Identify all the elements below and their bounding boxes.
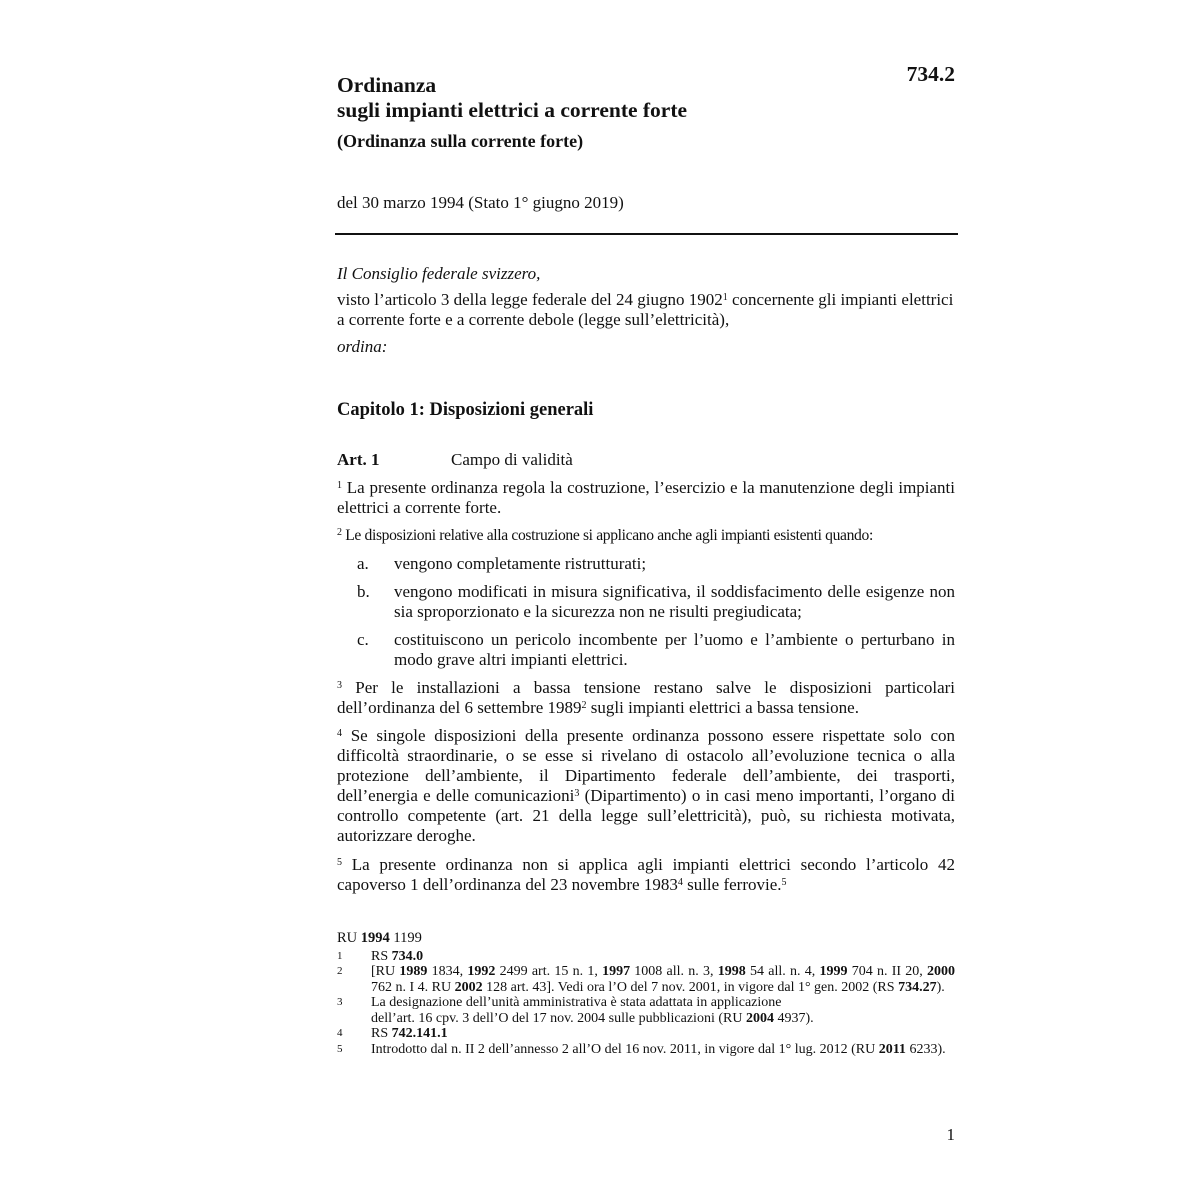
footnote-text: 762 n. I 4. RU [371, 979, 455, 995]
footnote-ref-2[interactable]: 2 [581, 700, 587, 711]
footnote-text: 2499 art. 15 n. 1, [495, 964, 603, 979]
preamble-basis [337, 290, 955, 330]
article-title: Campo di validità [451, 450, 573, 469]
header-divider [335, 233, 958, 235]
footnote-bold: 2011 [878, 1041, 906, 1057]
list-letter: a. [357, 554, 369, 573]
document-date: del 30 marzo 1994 (Stato 1° giugno 2019) [337, 193, 624, 212]
footnotes-area [337, 931, 955, 1057]
title-line-1: Ordinanza [337, 73, 437, 97]
paragraph-text: Per le installazioni a bassa tensione restano salve le disposizioni particolari dell’ordinanza del 6 settembre 1989 [337, 678, 956, 717]
footnote-bold: 2000 [927, 964, 955, 979]
footnote-text: Introdotto dal n. II 2 dell’annesso 2 all’O del 16 nov. 2011, in vigore dal 1° lug. 2012 (RU [371, 1041, 879, 1057]
preamble-basis-text: visto l’articolo 3 della legge federale del 24 giugno 1902 [337, 290, 723, 309]
footnote-number: 5 [337, 1042, 343, 1055]
paragraph-number: 5 [337, 857, 342, 868]
paragraph-number: 3 [337, 680, 342, 691]
footnote-text: RS [371, 1026, 389, 1041]
footnote-bold: 1999 [819, 964, 848, 979]
footnote-number: 4 [337, 1027, 343, 1039]
chapter-heading: Capitolo 1: Disposizioni generali [337, 400, 594, 420]
footnote-text: [RU [371, 964, 400, 979]
title-line-2: sugli impianti elettrici a corrente forte [337, 98, 688, 122]
ru-year: 1994 [360, 930, 390, 946]
footnote-2 [337, 964, 955, 995]
paragraph-text: La presente ordinanza regola la costruzione, l’esercizio e la manutenzione degli impianti elettrici a corrente forte. [337, 478, 956, 517]
paragraph-5 [337, 855, 955, 895]
footnote-text: 1834, [427, 964, 468, 979]
paragraph-text: Le disposizioni relative alla costruzione si applicano anche agli impianti esistenti quando: [345, 527, 873, 544]
footnote-5 [337, 1042, 955, 1058]
footnote-text: dell’art. 16 cpv. 3 dell’O del 17 nov. 2004 sulle pubblicazioni (RU [371, 1010, 746, 1026]
list-letter: b. [357, 582, 370, 601]
document-subtitle: (Ordinanza sulla corrente forte) [337, 131, 584, 151]
footnote-bold: 1998 [717, 964, 746, 979]
preamble-authority: Il Consiglio federale svizzero, [337, 264, 541, 283]
ru-reference [337, 931, 955, 947]
footnote-bold: 742.141.1 [391, 1026, 448, 1041]
footnote-number: 3 [337, 996, 343, 1008]
footnote-text: RS [371, 948, 389, 964]
preamble-decree: ordina: [337, 337, 388, 356]
footnote-bold: 2002 [454, 979, 483, 995]
paragraph-text-2: sugli impianti elettrici a bassa tensione. [586, 698, 859, 717]
ru-page: 1199 [393, 930, 422, 946]
paragraph-4 [337, 726, 955, 846]
footnote-text: 1008 all. n. 3, [630, 964, 718, 979]
sr-number: 734.2 [906, 62, 955, 86]
footnote-1 [337, 949, 955, 965]
footnote-bold: 1992 [467, 964, 496, 979]
article-number: Art. 1 [337, 450, 380, 469]
ru-prefix: RU [337, 930, 358, 946]
paragraph-text-2: sulle ferrovie. [682, 875, 782, 894]
footnote-text: 128 art. 43]. Vedi ora l’O del 7 nov. 2001, in vigore dal 1° gen. 2002 (RS [482, 979, 899, 995]
footnote-text: 4937). [773, 1010, 814, 1026]
footnote-text: 6233). [905, 1041, 946, 1057]
paragraph-number: 2 [337, 527, 342, 538]
preamble-basis-text-2: concernente gli impianti elettrici a corrente forte e a corrente debole (legge sull’elettricità), [337, 290, 954, 329]
footnote-text: La designazione dell’unità amministrativa è stata adattata in applicazione [371, 995, 782, 1010]
paragraph-2 [337, 526, 955, 546]
footnote-ref-4[interactable]: 4 [677, 877, 683, 888]
footnote-number: 2 [337, 965, 343, 977]
paragraph-number: 4 [337, 728, 342, 739]
paragraph-number: 1 [337, 480, 342, 491]
paragraph-3 [337, 678, 955, 718]
footnote-bold: 2004 [745, 1010, 774, 1026]
list-text: vengono modificati in misura significativa, il soddisfacimento delle esigenze non sia sproporzionato e la sicurezza non ne risulti pregiudicata; [394, 582, 955, 621]
footnote-text: 704 n. II 20, [847, 964, 927, 979]
footnote-bold: 734.27 [898, 979, 937, 995]
footnote-3 [337, 995, 955, 1026]
list-letter: c. [357, 630, 369, 649]
footnote-line-2 [371, 1011, 955, 1027]
footnote-text: 54 all. n. 4, [745, 964, 820, 979]
footnote-ref-5[interactable]: 5 [781, 877, 787, 888]
footnote-bold: 1997 [602, 964, 631, 979]
document-title [337, 73, 687, 123]
footnote-ref-3[interactable]: 3 [574, 788, 580, 799]
footnote-number: 1 [337, 949, 343, 962]
list-text: costituiscono un pericolo incombente per l’uomo e l’ambiente o perturbano in modo grave altri impianti elettrici. [394, 630, 955, 669]
paragraph-text: Se singole disposizioni della presente ordinanza possono essere rispettate solo con difficoltà straordinarie, o se esse si rivelano di ostacolo all’evoluzione tecnica o alla protezione dell’ambiente, il Dipartimento federale dell’ambiente, dei trasporti, dell’energia e delle comunicazioni [337, 726, 956, 805]
footnote-bold: 734.0 [391, 948, 424, 964]
paragraph-1 [337, 478, 955, 518]
paragraph-text-2: (Dipartimento) o in casi meno importanti, l’organo di controllo competente (art. 21 della legge sull’elettricità), può, su richiesta motivata, autorizzare deroghe. [337, 786, 955, 845]
footnote-bold: 1989 [399, 964, 428, 979]
footnote-4 [337, 1026, 955, 1042]
list-text: vengono completamente ristrutturati; [394, 554, 647, 573]
page-number: 1 [946, 1125, 955, 1144]
paragraph-text: La presente ordinanza non si applica agli impianti elettrici secondo l’articolo 42 capoverso 1 dell’ordinanza del 23 novembre 1983 [337, 855, 955, 894]
footnote-text: ). [936, 979, 945, 995]
footnote-ref-1[interactable]: 1 [722, 292, 728, 303]
